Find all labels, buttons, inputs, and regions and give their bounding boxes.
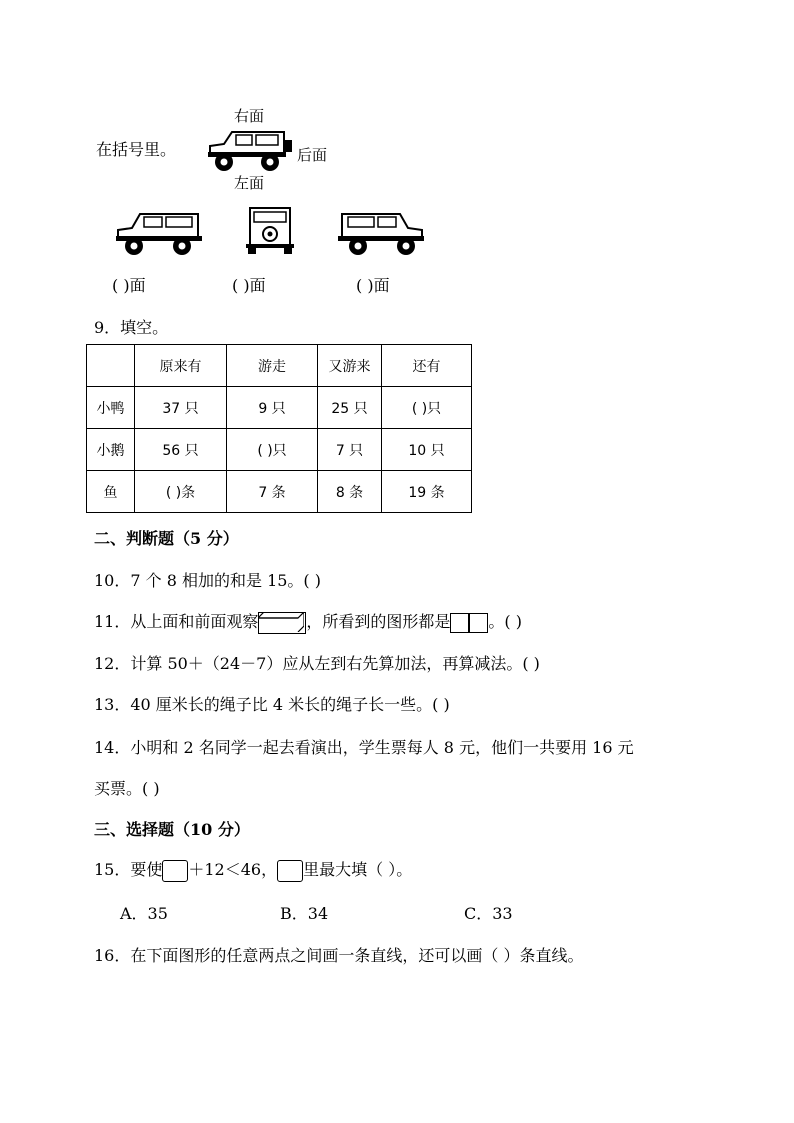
q8-blank-2[interactable]: ( )面 — [232, 276, 266, 295]
table-cell: 56 只 — [135, 429, 227, 471]
q14-line1: 14．小明和 2 名同学一起去看演出，学生票每人 8 元，他们一共要用 16 元 — [94, 738, 634, 757]
section3-title: 三、选择题（10 分） — [94, 820, 250, 839]
label-right: 右面 — [234, 107, 265, 125]
q15-option-a[interactable]: A．35 — [120, 904, 168, 923]
q15-prefix: 15．要使 — [94, 860, 163, 879]
label-back: 后面 — [297, 146, 328, 164]
table-cell: 25 只 — [318, 387, 382, 429]
q9-title: 9．填空。 — [94, 318, 169, 337]
jeep-side-view-1-icon — [114, 206, 206, 256]
jeep-side-view-2-icon — [334, 206, 426, 256]
label-left: 左面 — [234, 174, 265, 192]
q13-text: 13．40 厘米长的绳子比 4 米长的绳子长一些。( ) — [94, 695, 450, 714]
jeep-main-icon — [202, 124, 298, 174]
table-cell: 7 条 — [227, 471, 318, 513]
blank-square-icon — [277, 860, 303, 882]
table-row — [87, 429, 472, 471]
blank-square-icon — [162, 860, 188, 882]
q8-tail-text: 在括号里。 — [96, 140, 177, 159]
q11-middle: ，所看到的图形都是 — [306, 612, 451, 631]
q15-middle: ＋12＜46， — [188, 860, 278, 879]
table-cell: 37 只 — [135, 387, 227, 429]
table-blank-cell[interactable]: ( )只 — [382, 387, 472, 429]
q8-blank-1[interactable]: ( )面 — [112, 276, 146, 295]
section2-title: 二、判断题（5 分） — [94, 529, 239, 548]
table-header: 又游来 — [318, 345, 382, 387]
table-header-row — [87, 345, 472, 387]
table-row — [87, 387, 472, 429]
table-cell: 7 只 — [318, 429, 382, 471]
table-cell — [87, 345, 135, 387]
q12-text: 12．计算 50＋（24－7）应从左到右先算加法，再算减法。( ) — [94, 654, 540, 673]
table-blank-cell[interactable]: ( )条 — [135, 471, 227, 513]
table-blank-cell[interactable]: ( )只 — [227, 429, 318, 471]
q15-suffix: 里最大填（ ）。 — [303, 860, 413, 879]
two-squares-icon — [450, 613, 488, 633]
table-cell: 小鹅 — [87, 429, 135, 471]
q11-prefix: 11．从上面和前面观察 — [94, 612, 259, 631]
jeep-back-view-icon — [244, 204, 296, 256]
q14-line2: 买票。( ) — [94, 779, 160, 798]
q15-line — [94, 857, 412, 882]
q16-text: 16．在下面图形的任意两点之间画一条直线，还可以画（ ）条直线。 — [94, 946, 584, 965]
q9-table — [86, 344, 472, 513]
q15-option-b[interactable]: B．34 — [280, 904, 329, 923]
table-header: 还有 — [382, 345, 472, 387]
table-header: 游走 — [227, 345, 318, 387]
table-cell: 9 只 — [227, 387, 318, 429]
q11-line — [94, 609, 522, 634]
table-cell: 10 只 — [382, 429, 472, 471]
table-cell: 鱼 — [87, 471, 135, 513]
table-row — [87, 471, 472, 513]
box-shape-icon — [258, 612, 306, 634]
q11-suffix: 。( ) — [488, 612, 522, 631]
q15-option-c[interactable]: C．33 — [464, 904, 513, 923]
q8-blank-3[interactable]: ( )面 — [356, 276, 390, 295]
table-cell: 小鸭 — [87, 387, 135, 429]
q10-text: 10．7 个 8 相加的和是 15。( ) — [94, 571, 321, 590]
table-cell: 8 条 — [318, 471, 382, 513]
table-header: 原来有 — [135, 345, 227, 387]
table-cell: 19 条 — [382, 471, 472, 513]
